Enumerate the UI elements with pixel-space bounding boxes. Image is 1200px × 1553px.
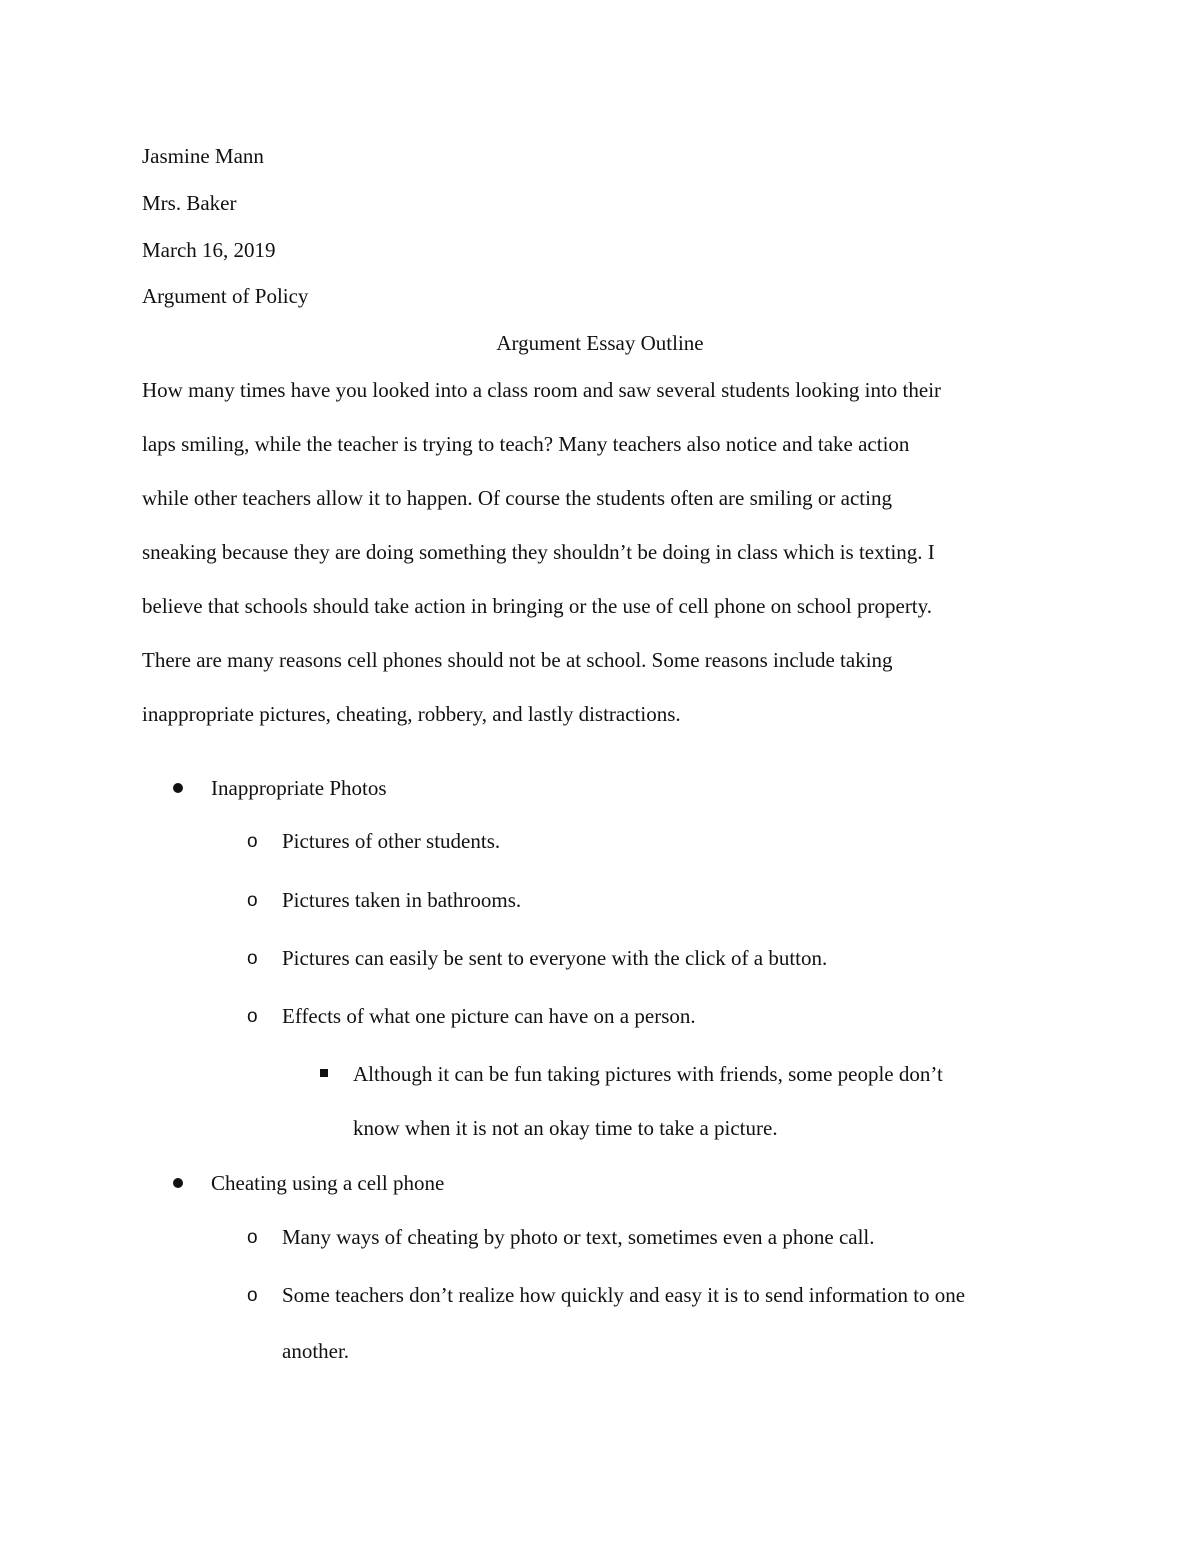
paragraph-line: How many times have you looked into a class room and saw several students looking into their [142, 378, 942, 402]
instructor-name: Mrs. Baker [142, 191, 237, 215]
bullet-disc-icon [173, 783, 183, 793]
paragraph-line: believe that schools should take action in bringing or the use of cell phone on school property. [142, 594, 933, 618]
outline-item: Pictures of other students. [282, 829, 501, 853]
outline-item-line: another. [282, 1339, 350, 1363]
outline-subitem-line: know when it is not an okay time to take a picture. [353, 1116, 778, 1140]
course-name: Argument of Policy [142, 284, 309, 308]
outline-item: Effects of what one picture can have on a person. [282, 1004, 696, 1028]
outline-item-line: Some teachers don’t realize how quickly and easy it is to send information to one [282, 1283, 966, 1307]
author-name: Jasmine Mann [142, 144, 264, 168]
document-date: March 16, 2019 [142, 238, 276, 262]
bullet-circle-icon: o [247, 1285, 258, 1306]
paragraph-line: laps smiling, while the teacher is trying to teach? Many teachers also notice and take action [142, 432, 910, 456]
bullet-circle-icon: o [247, 1227, 258, 1248]
paragraph-line: inappropriate pictures, cheating, robbery, and lastly distractions. [142, 702, 681, 726]
outline-heading: Inappropriate Photos [211, 776, 387, 800]
outline-item: Pictures taken in bathrooms. [282, 888, 522, 912]
paragraph-line: while other teachers allow it to happen. Of course the students often are smiling or acting [142, 486, 892, 510]
bullet-circle-icon: o [247, 948, 258, 969]
bullet-circle-icon: o [247, 1006, 258, 1027]
outline-item: Pictures can easily be sent to everyone with the click of a button. [282, 946, 828, 970]
paragraph-line: There are many reasons cell phones should not be at school. Some reasons include taking [142, 648, 893, 672]
bullet-circle-icon: o [247, 831, 258, 852]
outline-subitem-line: Although it can be fun taking pictures with friends, some people don’t [353, 1062, 943, 1086]
outline-item: Many ways of cheating by photo or text, sometimes even a phone call. [282, 1225, 875, 1249]
outline-heading: Cheating using a cell phone [211, 1171, 445, 1195]
bullet-disc-icon [173, 1178, 183, 1188]
bullet-square-icon [320, 1069, 328, 1077]
document-title: Argument Essay Outline [496, 331, 704, 355]
paragraph-line: sneaking because they are doing something they shouldn’t be doing in class which is texting. I [142, 540, 935, 564]
bullet-circle-icon: o [247, 890, 258, 911]
